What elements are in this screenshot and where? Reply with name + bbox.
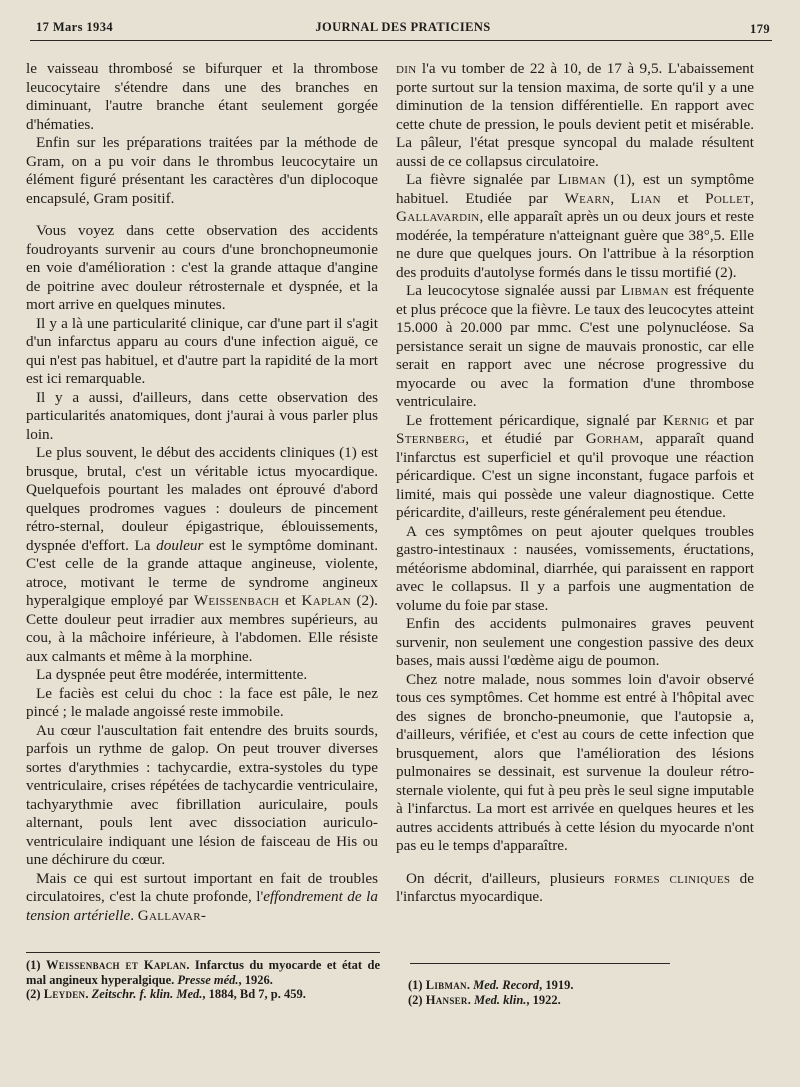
paragraph: On décrit, d'ailleurs, plusieurs formes cliniques de l'infarctus myocardique.: [396, 869, 754, 905]
running-header: [36, 20, 770, 38]
paragraph: A ces symptômes on peut ajouter quelques troubles gastro-intestinaux : nausées, vomissements, éructations, météorisme abdominal, diarrhée, qui paraissent en rapport avec le collapsus. Il y a parfois une augmentation de volume du foie par stase.: [396, 522, 754, 614]
paragraph: La dyspnée peut être modérée, intermittente.: [36, 666, 308, 683]
footnote-rule: [26, 952, 380, 953]
footnote: (1) Weissenbach et Kaplan. Infarctus du myocarde et état de mal angineux hyperalgique. Presse méd., 1926.: [26, 958, 380, 987]
paragraph: Enfin sur les préparations traitées par la méthode de Gram, on a pu voir dans le thrombus leucocytaire un élément figuré présentant les caractères d'un diplocoque encapsulé, Gram positif.: [26, 134, 378, 207]
footnote: (1) Libman. Med. Record, 1919.: [408, 978, 574, 992]
left-column: [26, 60, 378, 925]
paragraph: Au cœur l'auscultation fait entendre des bruits sourds, parfois un rythme de galop. On peut trouver diverses sortes d'arythmies : tachycardie, extra-systoles du type ventriculaire, crises répétées de tachycardie ventriculaire, tachyarythmie avec fibrillation auriculaire, pouls alternant, pouls lent avec dissociation auriculo-ventriculaire indiquant une lésion de faisceau de His ou une déchirure du cœur.: [26, 721, 378, 868]
footnote: (2) Leyden. Zeitschr. f. klin. Med., 1884, Bd 7, p. 459.: [26, 987, 306, 1001]
paragraph: Chez notre malade, nous sommes loin d'avoir observé tous ces symptômes. Cet homme est entré à l'hôpital avec des signes de broncho-pneumonie, que l'autopsie a, d'ailleurs, vérifiée, et c'est au cours de cette infection que brusquement, alors que l'amélioration des lésions pulmonaires se dessinait, est survenue la douleur rétro-sternale violente, qui fut à peu près le seul signe imputable à l'infarctus. La mort est arrivée en quelques heures et les autres accidents attribués à cette lésion du myocarde n'ont pas eu le temps d'apparaître.: [396, 670, 754, 854]
paragraph: Le faciès est celui du choc : la face est pâle, le nez pincé ; le malade angoissé reste immobile.: [26, 684, 378, 720]
paragraph: Il y a là une particularité clinique, car d'une part il s'agit d'un infarctus apparu au cours d'une infection aiguë, ce qui n'est pas habituel, et d'autre part la rapidité de la mort est ici remarquable.: [26, 314, 378, 387]
paragraph: Le frottement péricardique, signalé par Kernig et par Sternberg, et étudié par Gorham, apparaît quand l'infarctus est superficiel et qu'il provoque une réaction péricardique. C'est un signe inconstant, fugace parfois et limité, mais qui possède une valeur diagnostique. Cette péricardite, d'ailleurs, reste généralement peu étendue.: [396, 411, 754, 521]
header-rule: [30, 40, 772, 41]
paragraph: La leucocytose signalée aussi par Libman est fréquente et plus précoce que la fièvre. Le taux des leucocytes atteint 15.000 à 20.000 par mmc. C'est une polynucléose. Sa persistance serait un signe de mauvais pronostic, car elle serait en rapport avec une nécrose progressive du myocarde ou avec la formation d'une thrombose ventriculaire.: [396, 282, 755, 410]
paragraph: din l'a vu tomber de 22 à 10, de 17 à 9,5. L'abaissement porte surtout sur la tension maxima, de sorte qu'il y a une diminution de la tension différentielle. En rapport avec cette chute de pression, le pouls devient petit et misérable. La pâleur, l'état presque syncopal du malade résultent aussi de ce collapsus circulatoire.: [396, 60, 754, 170]
right-column: [396, 60, 754, 907]
paragraph: Mais ce qui est surtout important en fait de troubles circulatoires, c'est la chute profonde, l'effondrement de la tension artérielle. Gallavar-: [26, 869, 378, 924]
paragraph: Vous voyez dans cette observation des accidents foudroyants survenir au cours d'une bronchopneumonie en voie d'amélioration : c'est la grande attaque d'angine de poitrine avec douleur rétrosternale et dyspnée, et la mort arrive en quelques minutes.: [26, 222, 378, 313]
left-footnotes: [26, 958, 380, 1002]
page-number: 179: [750, 22, 770, 36]
paragraph: La fièvre signalée par Libman (1), est un symptôme habituel. Etudiée par Wearn, Lian et Pollet, Gallavardin, elle apparaît après un ou deux jours et reste modérée, la température n'atteignant guère que 38°,5. Elle ne dure que quelques jours. On l'attribue à la résorption des produits d'autolyse formés dans le tissu mortifié (2).: [396, 171, 755, 281]
paragraph: le vaisseau thrombosé se bifurquer et la thrombose leucocytaire s'étendre dans une des branches en diminuant, l'autre branche étant seulement gorgée d'hématies.: [26, 60, 378, 133]
paragraph: Le plus souvent, le début des accidents cliniques (1) est brusque, brutal, c'est un véritable ictus myocardique. Quelquefois pourtant les malades ont éprouvé d'abord quelques prodromes vagues : douleurs de pincement rétro-sternal, douleur épigastrique, éblouissements, dyspnée d'effort. La douleur est le symptôme dominant. C'est celle de la grande attaque angineuse, violente, atroce, motivant le terme de syndrome angineux hyperalgique employé par Weissenbach et Kaplan (2). Cette douleur peut irradier aux membres supérieurs, au cou, à la mâchoire inférieure, à l'abdomen. Elle résiste aux calmants et même à la morphine.: [26, 444, 378, 665]
journal-title: JOURNAL DES PRATICIENS: [315, 20, 491, 34]
paragraph: Enfin des accidents pulmonaires graves peuvent survenir, non seulement une congestion passive des deux bases, mais aussi l'œdème aigu de poumon.: [396, 615, 754, 669]
footnote: (2) Hanser. Med. klin., 1922.: [408, 992, 561, 1007]
right-footnotes: [408, 978, 748, 1007]
section-end-rule: [410, 963, 670, 964]
paragraph: Il y a aussi, d'ailleurs, dans cette observation des particularités anatomiques, dont j'aurai à vous parler plus loin.: [26, 388, 378, 443]
issue-date: 17 Mars 1934: [36, 20, 114, 34]
